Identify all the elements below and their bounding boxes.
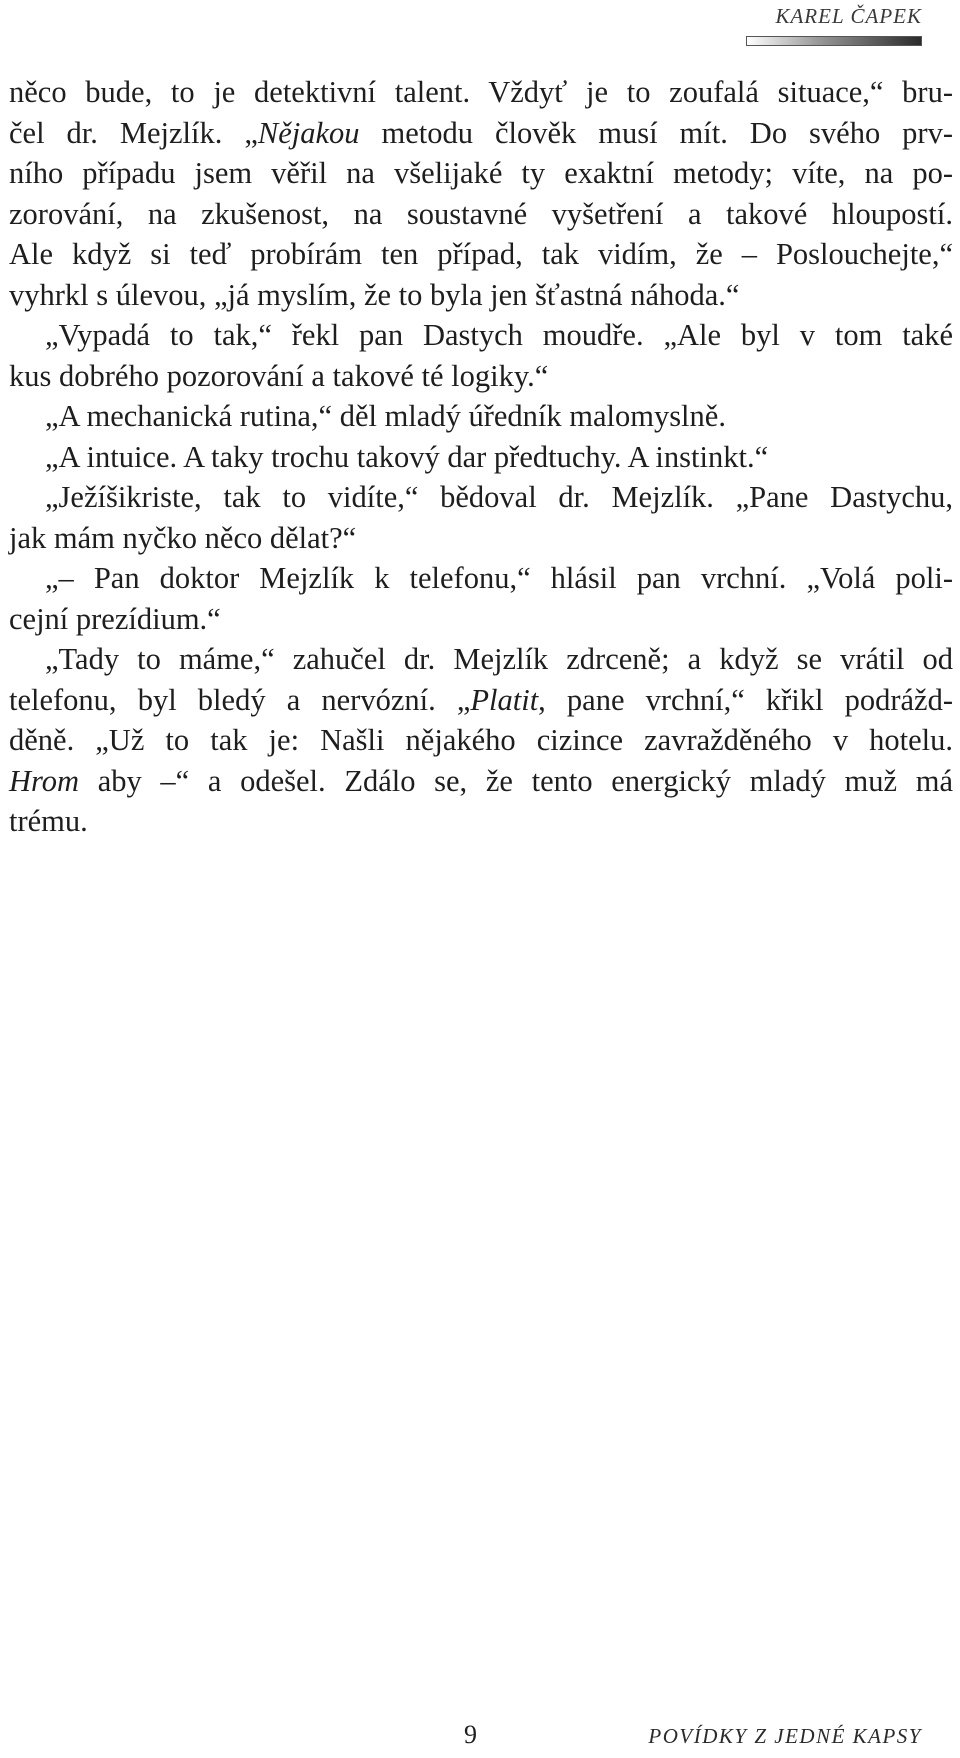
text-segment: aby –“ a odešel. Zdálo se, že tento energický mladý muž má [79, 763, 953, 798]
text-line [9, 477, 953, 518]
text-line [9, 801, 953, 842]
text-segment: něco bude, to je detektivní talent. Vždyť je to zoufalá situace,“ bru- [9, 75, 953, 109]
text-line [9, 761, 953, 802]
text-line [9, 356, 953, 397]
text-segment: „Vypadá to tak,“ řekl pan Dastych moudře. „Ale byl v tom také [45, 318, 953, 352]
text-line [9, 234, 953, 275]
book-title: POVÍDKY Z JEDNÉ KAPSY [648, 1724, 922, 1748]
text-segment: kus dobrého pozorování a takové té logiky.“ [9, 358, 549, 393]
text-line [9, 639, 953, 680]
text-line [9, 396, 953, 437]
text-line [9, 720, 953, 761]
body-text [9, 72, 953, 842]
text-segment: „Ježíšikriste, tak to vidíte,“ bědoval dr. Mejzlík. „Pane Dastychu, [45, 480, 953, 514]
text-segment: ního případu jsem věřil na všelijaké ty exaktní metody; víte, na po- [9, 156, 953, 190]
text-segment: metodu člověk musí mít. Do svého prv- [359, 115, 953, 150]
text-line [9, 558, 953, 599]
text-segment: „Tady to máme,“ zahučel dr. Mejzlík zdrceně; a když se vrátil od [45, 642, 953, 676]
text-line [9, 599, 953, 640]
text-segment: vyhrkl s úlevou, „já myslím, že to byla jen šťastná náhoda.“ [9, 277, 740, 312]
text-segment: „– Pan doktor Mejzlík k telefonu,“ hlásil pan vrchní. „Volá poli- [45, 561, 953, 595]
text-segment: Ale když si teď probírám ten případ, tak vidím, že – Poslouchejte,“ [9, 237, 953, 271]
text-segment: „A mechanická rutina,“ děl mladý úředník malomyslně. [45, 399, 726, 433]
text-line [9, 680, 953, 721]
text-segment: zorování, na zkušenost, na soustavné vyšetření a takové hloupostí. [9, 196, 953, 231]
italic-text: Platit [470, 682, 539, 717]
text-line [9, 153, 953, 194]
page-number: 9 [464, 1720, 477, 1749]
italic-text: Nějakou [257, 115, 360, 150]
text-line [9, 315, 953, 356]
text-segment: cejní prezídium.“ [9, 601, 221, 636]
text-segment: „A intuice. A taky trochu takový dar předtuchy. A instinkt.“ [45, 439, 769, 474]
text-segment: trému. [9, 804, 88, 838]
text-segment: čel dr. Mejzlík. „ [9, 115, 258, 150]
text-segment: , pane vrchní,“ křikl podrážd- [538, 682, 953, 717]
text-line [9, 194, 953, 235]
text-segment: jak mám nyčko něco dělat?“ [9, 520, 357, 555]
text-line [9, 518, 953, 559]
text-line [9, 72, 953, 113]
running-head: KAREL ČAPEK [775, 4, 922, 28]
text-segment: telefonu, byl bledý a nervózní. „ [9, 682, 471, 717]
text-line [9, 275, 953, 316]
text-line [9, 437, 953, 478]
text-line [9, 113, 953, 154]
header-rule [746, 36, 922, 46]
text-segment: děně. „Už to tak je: Našli nějakého cizince zavražděného v hotelu. [9, 723, 953, 757]
italic-text: Hrom [9, 763, 80, 798]
